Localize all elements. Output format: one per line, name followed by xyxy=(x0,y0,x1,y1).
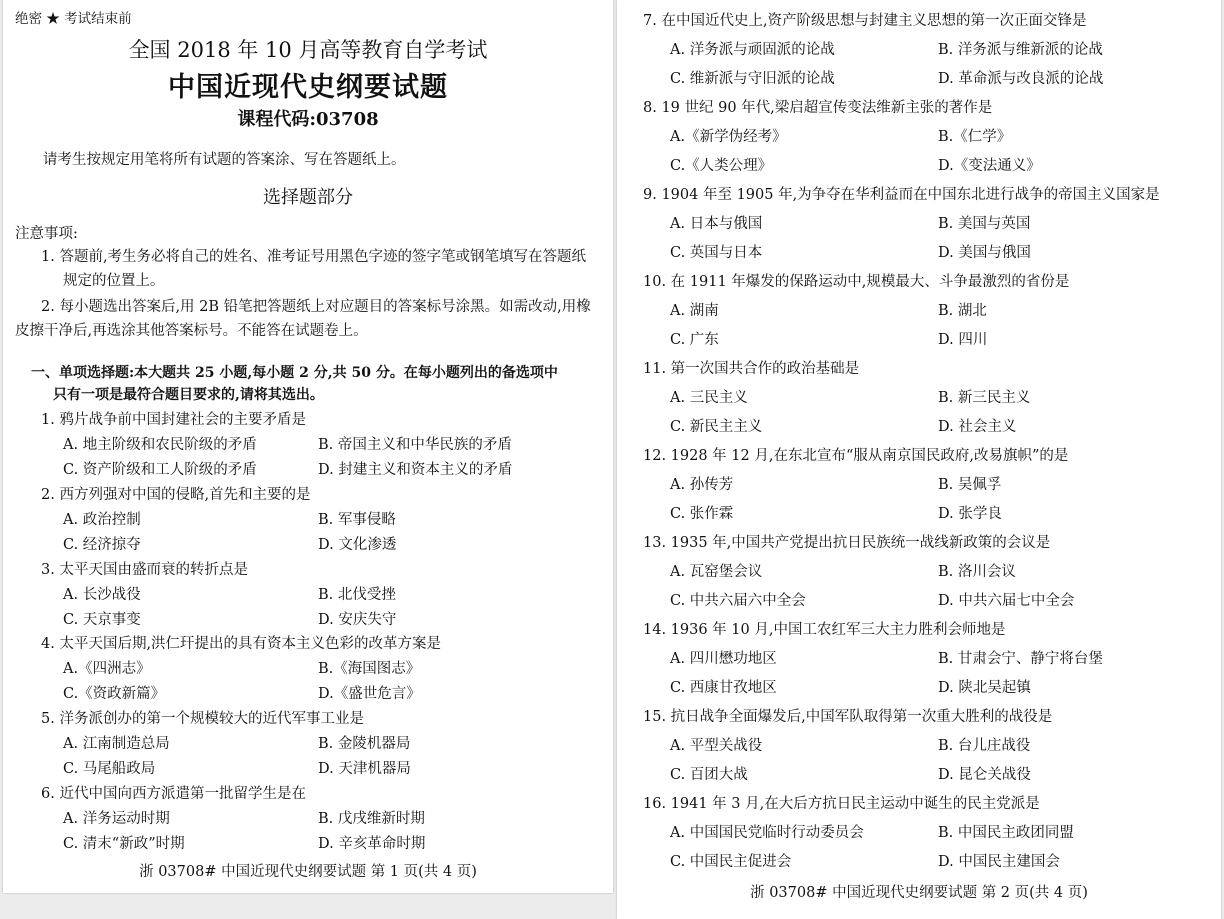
answer-instruction: 请考生按规定用笔将所有试题的答案涂、写在答题纸上。 xyxy=(43,152,406,168)
option-d: D. 天津机器局 xyxy=(318,761,411,778)
option-a: A.《四洲志》 xyxy=(63,661,151,678)
question-stem: 15. 抗日战争全面爆发后,中国军队取得第一次重大胜利的战役是 xyxy=(643,709,1053,725)
option-d: D. 文化渗透 xyxy=(318,536,397,553)
option-d: D. 昆仑关战役 xyxy=(938,767,1031,783)
notice-item-1-line-1: 1. 答题前,考生务必将自己的姓名、准考证号用黑色字迹的签字笔或钢笔填写在答题纸 xyxy=(41,249,587,265)
notice-heading: 注意事项: xyxy=(15,226,78,242)
option-a: A.《新学伪经考》 xyxy=(670,129,787,145)
option-d: D. 张学良 xyxy=(938,506,1002,522)
option-b: B. 帝国主义和中华民族的矛盾 xyxy=(318,437,512,453)
question-stem: 2. 西方列强对中国的侵略,首先和主要的是 xyxy=(41,486,311,503)
exam-page-2 xyxy=(617,0,1221,919)
option-b: B.《海国图志》 xyxy=(318,661,421,678)
option-c: C. 张作霖 xyxy=(670,506,734,522)
option-d: D. 陕北吴起镇 xyxy=(938,680,1031,696)
question-stem: 7. 在中国近代史上,资产阶级思想与封建主义思想的第一次正面交锋是 xyxy=(643,13,1087,29)
question-stem: 6. 近代中国向西方派遣第一批留学生是在 xyxy=(41,786,306,802)
option-d: D. 安庆失守 xyxy=(318,611,397,628)
option-a: A. 长沙战役 xyxy=(63,586,141,603)
question-stem: 13. 1935 年,中国共产党提出抗日民族统一战线新政策的会议是 xyxy=(643,535,1051,551)
exam-page-1 xyxy=(3,0,613,893)
notice-item-2-line-1: 2. 每小题选出答案后,用 2B 铅笔把答题纸上对应题目的答案标号涂黑。如需改动,用橡 xyxy=(41,299,591,315)
option-c: C. 资产阶级和工人阶级的矛盾 xyxy=(63,462,257,478)
notice-item-1-line-2: 规定的位置上。 xyxy=(63,273,165,289)
option-b: B. 金陵机器局 xyxy=(318,736,411,753)
option-c: C. 中国民主促进会 xyxy=(670,854,792,870)
option-a: A. 中国国民党临时行动委员会 xyxy=(670,825,864,841)
question-stem: 16. 1941 年 3 月,在大后方抗日民主运动中诞生的民主党派是 xyxy=(643,796,1040,812)
question-stem: 3. 太平天国由盛而衰的转折点是 xyxy=(41,561,248,578)
option-a: A. 洋务派与顽固派的论战 xyxy=(670,42,835,58)
option-d: D. 革命派与改良派的论战 xyxy=(938,71,1104,87)
question-stem: 4. 太平天国后期,洪仁玕提出的具有资本主义色彩的改革方案是 xyxy=(41,636,442,653)
option-c: C. 天京事变 xyxy=(63,611,141,628)
secret-label: 绝密 ★ 考试结束前 xyxy=(15,11,132,27)
notice-item-2-line-2: 皮擦干净后,再选涂其他答案标号。不能答在试题卷上。 xyxy=(15,323,368,339)
part-heading-line-2: 只有一项是最符合题目要求的,请将其选出。 xyxy=(53,387,324,403)
option-c: C.《人类公理》 xyxy=(670,158,773,174)
option-d: D. 辛亥革命时期 xyxy=(318,836,426,852)
exam-title: 全国 2018 年 10 月高等教育自学考试 xyxy=(128,38,488,62)
option-d: D.《变法通义》 xyxy=(938,158,1041,174)
option-b: B. 洋务派与维新派的论战 xyxy=(938,42,1103,58)
option-a: A. 洋务运动时期 xyxy=(63,811,170,827)
option-b: B.《仁学》 xyxy=(938,129,1012,145)
option-d: D. 中共六届七中全会 xyxy=(938,593,1075,609)
question-stem: 8. 19 世纪 90 年代,梁启超宣传变法维新主张的著作是 xyxy=(643,100,993,116)
subject-title: 中国近现代史纲要试题 xyxy=(168,72,448,103)
option-a: A. 瓦窑堡会议 xyxy=(670,564,763,580)
course-code: 课程代码:03708 xyxy=(237,109,379,130)
option-a: A. 三民主义 xyxy=(670,390,748,406)
option-c: C. 英国与日本 xyxy=(670,245,763,261)
option-a: A. 日本与俄国 xyxy=(670,216,763,232)
question-stem: 1. 鸦片战争前中国封建社会的主要矛盾是 xyxy=(41,412,306,428)
option-d: D. 封建主义和资本主义的矛盾 xyxy=(318,462,513,478)
option-c: C. 新民主主义 xyxy=(670,419,763,435)
question-stem: 12. 1928 年 12 月,在东北宣布“服从南京国民政府,改易旗帜”的是 xyxy=(643,448,1069,464)
option-d: D. 社会主义 xyxy=(938,419,1017,435)
option-b: B. 军事侵略 xyxy=(318,511,396,528)
option-c: C. 马尾船政局 xyxy=(63,761,156,778)
option-b: B. 洛川会议 xyxy=(938,564,1016,580)
option-d: D. 美国与俄国 xyxy=(938,245,1031,261)
part-heading-line-1: 一、单项选择题:本大题共 25 小题,每小题 2 分,共 50 分。在每小题列出的备选项中 xyxy=(31,365,558,381)
section-title: 选择题部分 xyxy=(263,187,353,208)
option-d: D. 中国民主建国会 xyxy=(938,854,1060,870)
option-a: A. 湖南 xyxy=(670,303,719,319)
option-b: B. 甘肃会宁、静宁将台堡 xyxy=(938,651,1103,667)
question-stem: 5. 洋务派创办的第一个规模较大的近代军事工业是 xyxy=(41,711,364,728)
option-c: C. 清末“新政”时期 xyxy=(63,836,185,852)
option-c: C. 西康甘孜地区 xyxy=(670,680,777,696)
option-c: C. 百团大战 xyxy=(670,767,748,783)
option-c: C. 经济掠夺 xyxy=(63,536,141,553)
question-stem: 10. 在 1911 年爆发的保路运动中,规模最大、斗争最激烈的省份是 xyxy=(643,274,1070,290)
option-c: C. 中共六届六中全会 xyxy=(670,593,806,609)
option-b: B. 美国与英国 xyxy=(938,216,1031,232)
question-stem: 11. 第一次国共合作的政治基础是 xyxy=(643,361,860,377)
page-footer-2: 浙 03708# 中国近现代史纲要试题 第 2 页(共 4 页) xyxy=(750,885,1088,901)
question-stem: 14. 1936 年 10 月,中国工农红军三大主力胜利会师地是 xyxy=(643,622,1006,638)
option-c: C. 维新派与守旧派的论战 xyxy=(670,71,835,87)
option-d: D.《盛世危言》 xyxy=(318,686,421,703)
option-c: C. 广东 xyxy=(670,332,719,348)
option-c: C.《资政新篇》 xyxy=(63,686,166,703)
option-a: A. 平型关战役 xyxy=(670,738,763,754)
option-a: A. 四川懋功地区 xyxy=(670,651,777,667)
option-b: B. 湖北 xyxy=(938,303,987,319)
question-stem: 9. 1904 年至 1905 年,为争夺在华利益而在中国东北进行战争的帝国主义国家是 xyxy=(643,187,1160,203)
option-a: A. 孙传芳 xyxy=(670,477,734,493)
page-footer-1: 浙 03708# 中国近现代史纲要试题 第 1 页(共 4 页) xyxy=(139,864,477,880)
option-a: A. 地主阶级和农民阶级的矛盾 xyxy=(63,437,257,453)
option-b: B. 吴佩孚 xyxy=(938,477,1002,493)
option-a: A. 江南制造总局 xyxy=(63,736,170,753)
option-b: B. 台儿庄战役 xyxy=(938,738,1031,754)
option-d: D. 四川 xyxy=(938,332,988,348)
option-b: B. 北伐受挫 xyxy=(318,586,396,603)
option-b: B. 戊戌维新时期 xyxy=(318,811,425,827)
option-b: B. 中国民主政团同盟 xyxy=(938,825,1074,841)
option-b: B. 新三民主义 xyxy=(938,390,1031,406)
option-a: A. 政治控制 xyxy=(63,511,141,528)
